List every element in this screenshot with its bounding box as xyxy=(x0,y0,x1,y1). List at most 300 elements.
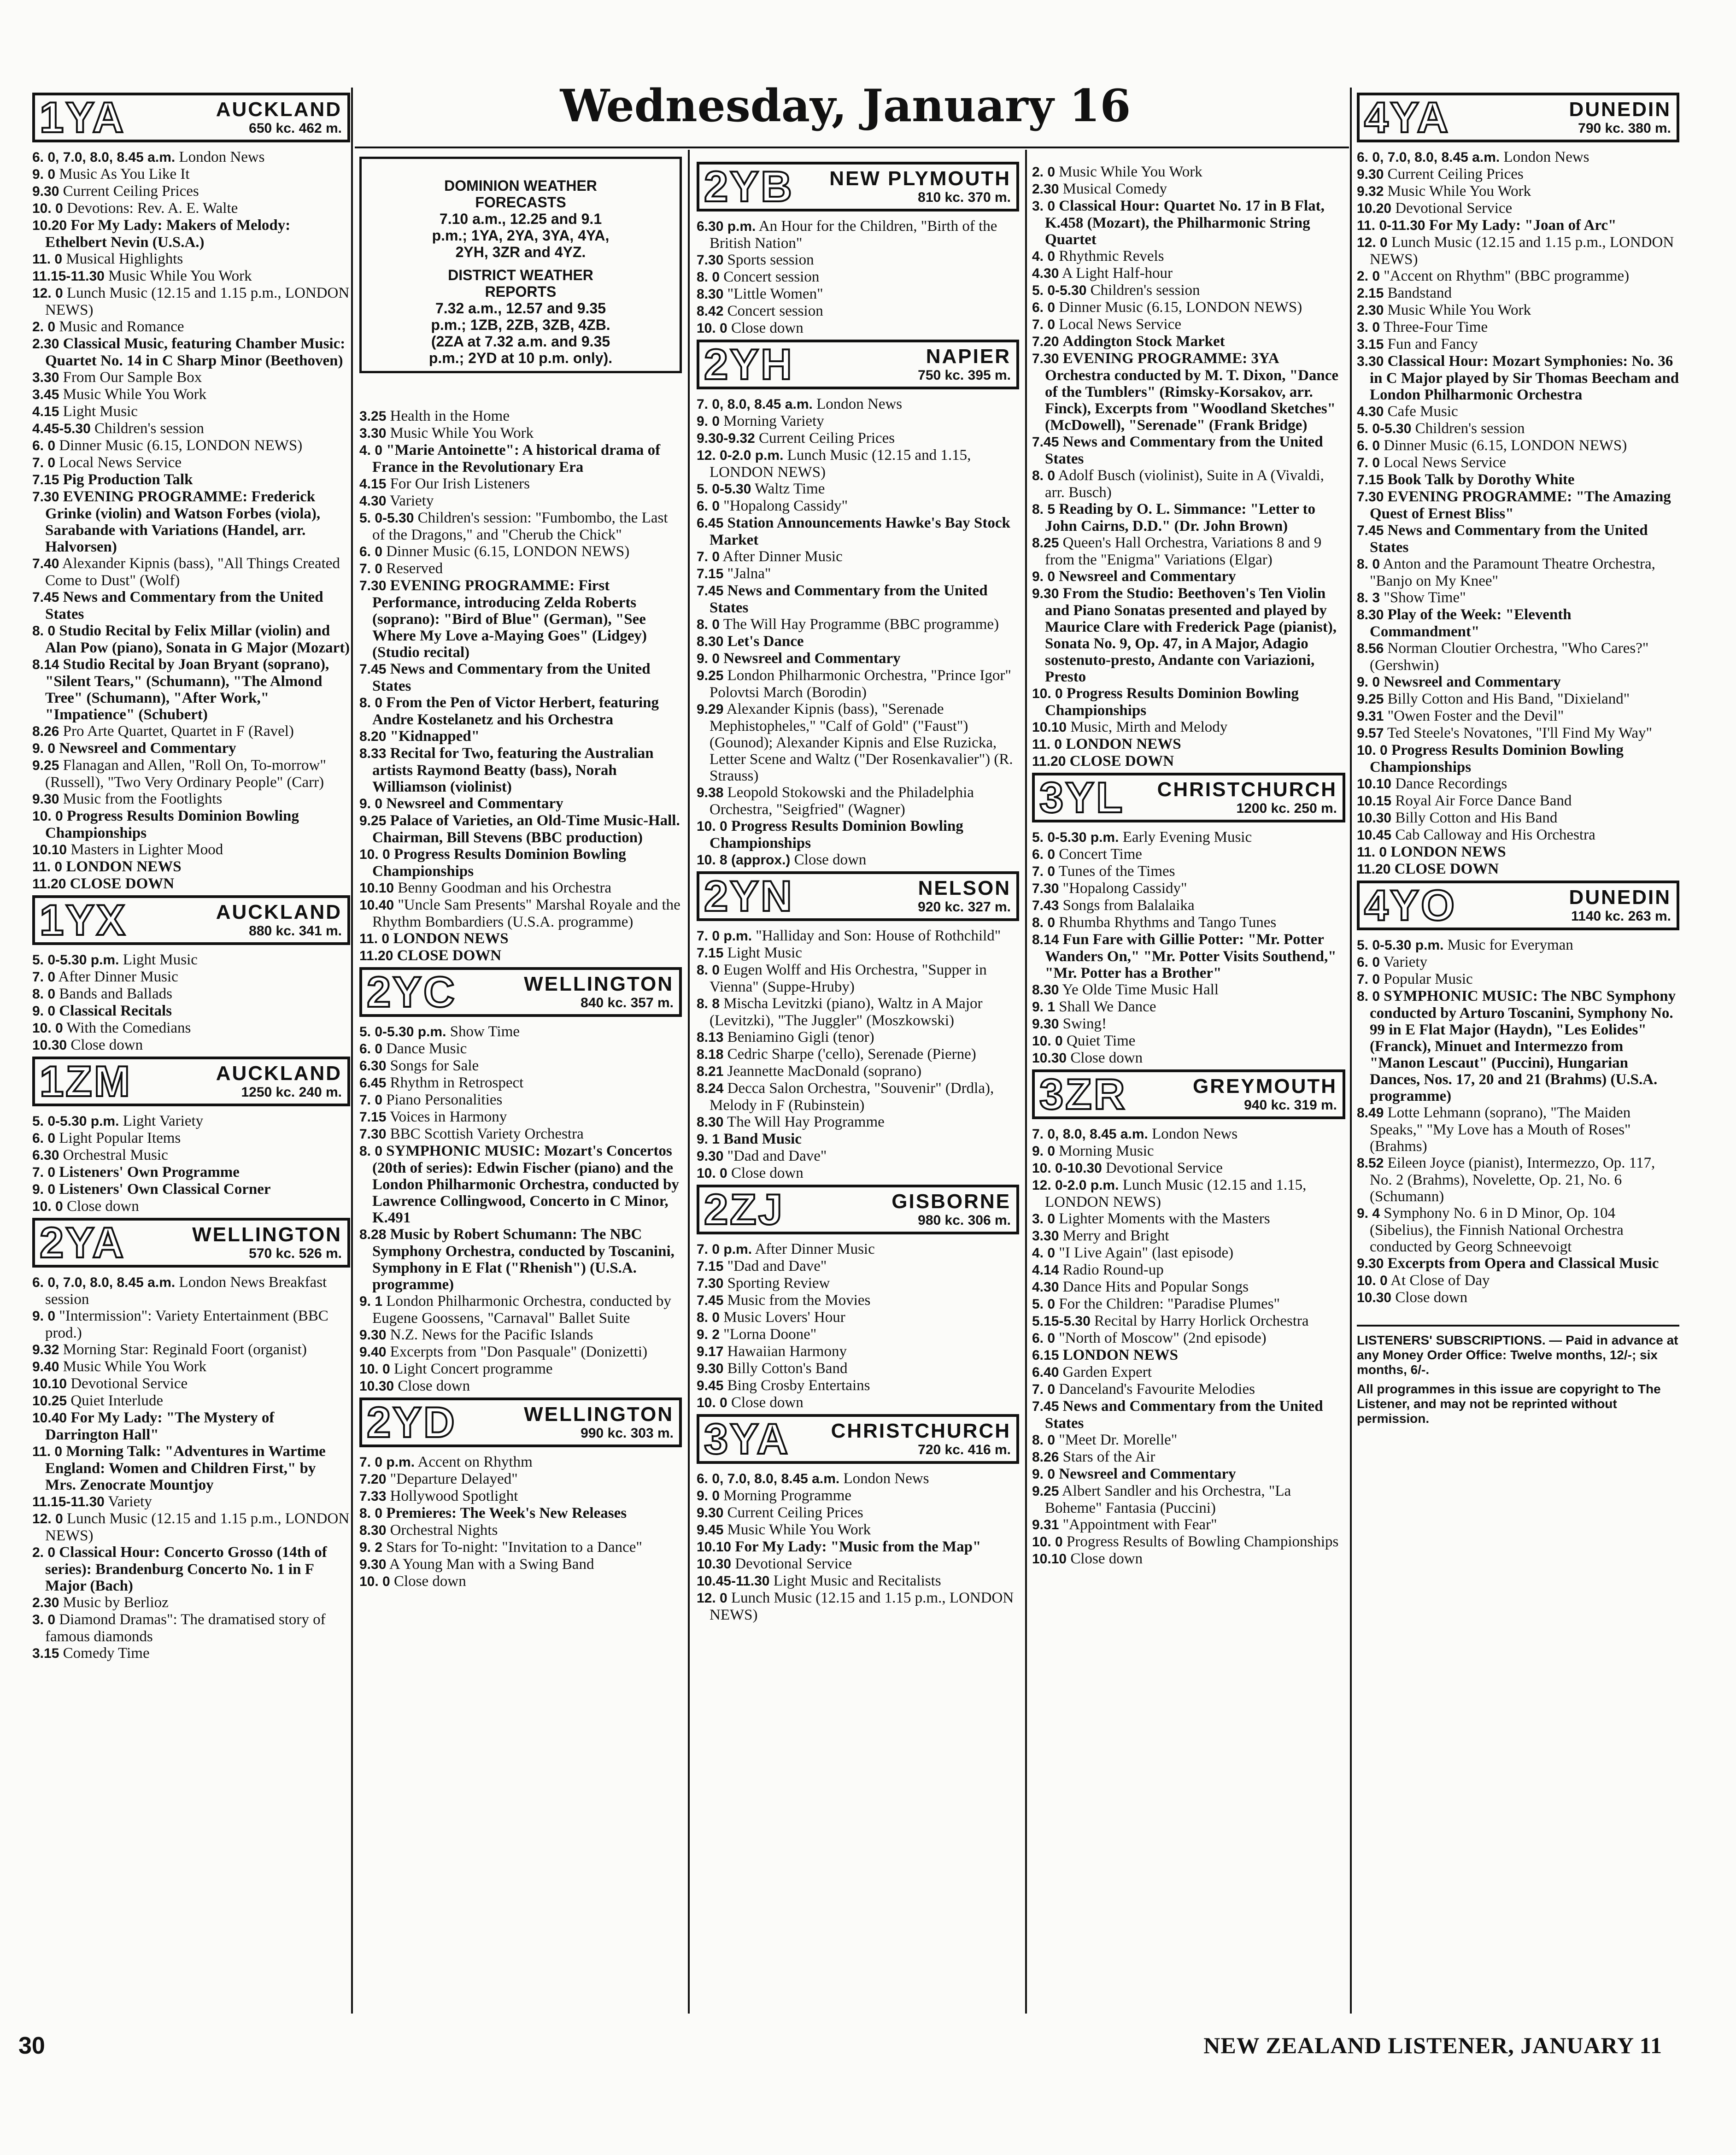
programme-item xyxy=(1032,846,1345,863)
weather-line: 2YH, 3ZR and 4YZ. xyxy=(455,244,586,260)
programme-time: 9. 0 xyxy=(697,414,720,429)
programme-time: 8.42 xyxy=(697,304,724,319)
programme-time: 6. 0 xyxy=(359,1041,383,1057)
programme-time: 10.20 xyxy=(1357,201,1392,216)
programme-time: 2. 0 xyxy=(1357,269,1380,284)
programme-item xyxy=(32,1510,350,1544)
programme-title: Lunch Music (12.15 and 1.15 p.m., LONDON NEWS) xyxy=(1370,234,1674,268)
programme-title: From the Pen of Victor Herbert, featuring Andre Kostelanetz and his Orchestra xyxy=(372,694,659,728)
programme-time: 4. 0 xyxy=(1032,1245,1056,1261)
programme-time: 8.49 xyxy=(1357,1105,1384,1121)
programme-item xyxy=(1357,200,1679,217)
programme-title: News and Commentary from the United States xyxy=(372,661,651,694)
programme-title: Lunch Music (12.15 and 1.15 p.m., LONDON NEWS) xyxy=(45,285,350,318)
programme-item xyxy=(32,622,350,656)
programme-time: 10. 0 xyxy=(1032,1534,1063,1550)
programme-title: Progress Results Dominion Bowling Championships xyxy=(1045,685,1299,719)
programme-item xyxy=(359,1075,682,1092)
station-call-sign: 3YL xyxy=(1039,773,1125,822)
programme-item xyxy=(1357,708,1679,725)
programme-title: Progress Results Dominion Bowling Championships xyxy=(1370,742,1624,775)
programme-title: EVENING PROGRAMME: First Performance, introducing Zelda Roberts (soprano): "Bird of Blue" (German), "See Where My Love a-Maying Goes" (Lidgey) (Studio recital) xyxy=(372,577,647,661)
programme-item xyxy=(1357,937,1679,954)
programme-title: Voices in Harmony xyxy=(390,1109,507,1125)
programme-time: 7. 0, 8.0, 8.45 a.m. xyxy=(1032,1127,1148,1142)
station-frequency: 940 kc. 319 m. xyxy=(1244,1098,1337,1113)
programme-title: BBC Scottish Variety Orchestra xyxy=(390,1126,584,1142)
programme-item xyxy=(359,1040,682,1057)
programme-title: From the Studio: Beethoven's Ten Violin and Piano Sonatas presented and played by Maurice Clare with Frederick Page (pianist), Sonata No. 9, Op. 47, in A Major, Adagio sostenuto-presto, Andante con Variazioni, Presto xyxy=(1045,585,1337,685)
programme-item xyxy=(359,745,682,795)
programme-item xyxy=(32,951,350,969)
programme-item xyxy=(697,616,1019,633)
programme-title: Close down xyxy=(731,320,803,336)
programme-title: LONDON NEWS xyxy=(1062,1347,1178,1363)
weather-line: p.m.; 1YA, 2YA, 3YA, 4YA, xyxy=(432,227,610,244)
programme-title: Close down xyxy=(731,1394,803,1411)
station-city: AUCKLAND xyxy=(216,901,342,923)
programme-title: Premieres: The Week's New Releases xyxy=(386,1505,627,1521)
programme-title: EVENING PROGRAMME: 3YA Orchestra conducted by M. T. Dixon, "Dance of the Tumblers" (Rimsky-Korsakov, arr. Finck), Excerpts from "Woodland Sketches" (McDowell), "Serenade" (Frank Bridge) xyxy=(1045,350,1339,434)
programme-title: Newsreel and Commentary xyxy=(1059,1466,1236,1482)
programme-item xyxy=(32,403,350,420)
programme-time: 9.30 xyxy=(1357,167,1384,182)
programme-title: Ye Olde Time Music Hall xyxy=(1062,981,1219,998)
masthead-rule xyxy=(355,147,1349,148)
programme-title: Light Variety xyxy=(123,1113,204,1129)
programme-title: Close down xyxy=(398,1378,470,1394)
programme-item xyxy=(359,543,682,560)
programme-time: 9. 0 xyxy=(32,741,56,756)
programme-item xyxy=(1032,1449,1345,1466)
programme-title: Cedric Sharpe ('cello), Serenade (Pierne) xyxy=(727,1046,976,1063)
programme-time: 8.14 xyxy=(1032,932,1059,947)
programme-item xyxy=(1357,268,1679,285)
station-s2ya xyxy=(32,1218,350,1662)
programme-item xyxy=(32,757,350,791)
programme-item xyxy=(359,1556,682,1573)
programme-title: Musical Comedy xyxy=(1062,181,1167,197)
programme-time: 10.30 xyxy=(1032,1051,1067,1066)
programme-item xyxy=(697,515,1019,548)
station-call-sign: 2YA xyxy=(40,1218,126,1267)
programme-title: Dinner Music (6.15, LONDON NEWS) xyxy=(386,543,630,560)
programme-title: Close down xyxy=(731,1165,803,1181)
programme-time: 10.20 xyxy=(32,218,67,233)
programme-time: 8. 0 xyxy=(32,623,56,639)
programme-title: Pig Production Talk xyxy=(63,471,193,488)
station-call-sign: 3ZR xyxy=(1039,1070,1127,1118)
programme-title: N.Z. News for the Pacific Islands xyxy=(390,1327,593,1343)
programme-time: 9.29 xyxy=(697,702,724,717)
programme-item xyxy=(1357,775,1679,793)
programme-time: 9.30 xyxy=(32,184,59,199)
programme-title: "North of Moscow" (2nd episode) xyxy=(1059,1330,1267,1346)
programme-item xyxy=(1032,1313,1345,1330)
programme-title: Current Ceiling Prices xyxy=(63,183,199,200)
programme-title: Shall We Dance xyxy=(1059,998,1156,1015)
programme-time: 8. 0 xyxy=(697,1310,720,1325)
programme-time: 10. 8 (approx.) xyxy=(697,852,791,868)
programme-item xyxy=(697,582,1019,616)
programme-time: 10.30 xyxy=(359,1379,394,1394)
station-call-sign: 2YC xyxy=(367,968,457,1016)
programme-time: 8.26 xyxy=(32,724,59,739)
programme-time: 6. 0 xyxy=(32,1131,56,1146)
programme-item xyxy=(359,1143,682,1226)
programme-item xyxy=(1357,971,1679,988)
programme-title: Masters in Lighter Mood xyxy=(70,841,223,858)
programme-time: 8. 0 xyxy=(359,695,383,711)
programme-title: Music for Everyman xyxy=(1447,937,1573,953)
programme-title: "Appointment with Fear" xyxy=(1062,1516,1217,1533)
programme-item xyxy=(32,791,350,808)
programme-item xyxy=(1357,742,1679,775)
programme-title: "Owen Foster and the Devil" xyxy=(1387,708,1564,724)
programme-time: 4.30 xyxy=(1357,404,1384,419)
programme-title: Children's session xyxy=(1090,282,1200,299)
programme-item xyxy=(1032,931,1345,981)
programme-item xyxy=(697,1080,1019,1114)
programme-item xyxy=(1357,149,1679,166)
programme-item xyxy=(1032,299,1345,316)
programme-title: For My Lady: "The Mystery of Darrington Hall" xyxy=(45,1409,275,1443)
programme-item xyxy=(1032,333,1345,350)
programme-title: Classical Hour: Quartet No. 17 in B Flat, K.458 (Mozart), the Philharmonic String Quartet xyxy=(1045,198,1325,248)
programme-title: Popular Music xyxy=(1384,971,1473,987)
programme-title: Close down xyxy=(66,1198,139,1215)
programme-time: 7. 0 xyxy=(1032,864,1056,879)
programme-time: 8. 0 xyxy=(1032,468,1056,483)
programme-time: 9. 1 xyxy=(359,1294,383,1309)
programme-item xyxy=(1032,316,1345,333)
station-header xyxy=(697,162,1019,211)
programme-item xyxy=(1357,556,1679,589)
station-header xyxy=(697,871,1019,921)
station-city: DUNEDIN xyxy=(1569,98,1671,121)
programme-time: 10. 0 xyxy=(1357,1273,1388,1288)
programme-item xyxy=(697,633,1019,650)
programme-time: 4.30 xyxy=(1032,266,1059,281)
programme-title: Garden Expert xyxy=(1062,1364,1152,1380)
programme-time: 3. 0 xyxy=(1032,1211,1056,1227)
programme-title: Dinner Music (6.15, LONDON NEWS) xyxy=(1059,299,1302,316)
programme-title: "Lorna Doone" xyxy=(723,1326,817,1343)
programme-title: Play of the Week: "Eleventh Commandment" xyxy=(1370,606,1572,640)
programme-title: Progress Results Dominion Bowling Championships xyxy=(710,818,963,851)
programme-title: Light Concert programme xyxy=(393,1361,553,1377)
programme-time: 6. 0 xyxy=(32,438,56,453)
programme-item xyxy=(359,1226,682,1293)
programme-title: Palace of Varieties, an Old-Time Music-Hall. Chairman, Bill Stevens (BBC production) xyxy=(372,812,680,846)
programme-item xyxy=(697,995,1019,1029)
programme-time: 9.25 xyxy=(1032,1484,1059,1499)
programme-title: Benny Goodman and his Orchestra xyxy=(398,880,612,896)
programme-item xyxy=(1032,1516,1345,1533)
programme-title: Lunch Music (12.15 and 1.15 p.m., LONDON NEWS) xyxy=(45,1510,350,1544)
programme-title: Billy Cotton and His Band xyxy=(1395,810,1558,826)
programme-title: Music by Berlioz xyxy=(63,1594,169,1611)
programme-item xyxy=(1032,198,1345,248)
programme-item xyxy=(32,1274,350,1308)
programme-title: Morning Variety xyxy=(723,413,824,429)
programme-title: With the Comedians xyxy=(66,1020,191,1036)
programme-item xyxy=(697,667,1019,701)
programme-item xyxy=(1357,183,1679,200)
programme-title: CLOSE DOWN xyxy=(1394,861,1499,877)
programme-time: 9.30 xyxy=(1032,1016,1059,1032)
programme-title: News and Commentary from the United States xyxy=(710,582,988,616)
station-location xyxy=(1461,883,1677,928)
programme-time: 8. 0 xyxy=(697,617,720,632)
programme-time: 11. 0 xyxy=(32,859,63,875)
programme-time: 7. 0 xyxy=(1357,455,1380,470)
programme-time: 2.30 xyxy=(1032,182,1059,197)
programme-time: 9.30 xyxy=(697,1505,724,1521)
station-s1zm xyxy=(32,1057,350,1215)
programme-time: 9.25 xyxy=(697,668,724,683)
programme-time: 12. 0-2.0 p.m. xyxy=(697,448,784,463)
programme-item xyxy=(359,1573,682,1590)
programme-item xyxy=(32,1392,350,1409)
programme-time: 9.30 xyxy=(1357,1256,1384,1271)
programme-time: 6.15 xyxy=(1032,1348,1059,1363)
programme-title: A Light Half-hour xyxy=(1062,265,1173,282)
programme-time: 7.20 xyxy=(359,1472,387,1487)
programme-item xyxy=(1357,1255,1679,1272)
programme-item xyxy=(697,269,1019,286)
programme-title: Music While You Work xyxy=(108,268,252,284)
programme-title: Station Announcements Hawke's Bay Stock Market xyxy=(710,515,1010,548)
programme-item xyxy=(697,1590,1019,1623)
programme-item xyxy=(1357,954,1679,971)
station-frequency: 980 kc. 306 m. xyxy=(918,1213,1011,1228)
programme-title: London News xyxy=(1503,149,1589,165)
copyright-notice: All programmes in this issue are copyright to The Listener, and may not be reprinted without permission. xyxy=(1357,1382,1661,1426)
programme-time: 9. 0 xyxy=(32,1182,56,1197)
programme-time: 11. 0 xyxy=(359,931,390,946)
programme-item xyxy=(697,1148,1019,1165)
programme-item xyxy=(32,969,350,986)
programme-title: Dance Music xyxy=(386,1040,467,1057)
programme-title: Anton and the Paramount Theatre Orchestra, "Banjo on My Knee" xyxy=(1370,556,1655,589)
programme-time: 6. 0 xyxy=(1032,1331,1056,1346)
programme-time: 7.45 xyxy=(1032,435,1059,450)
programme-item xyxy=(32,1003,350,1020)
station-s2zj xyxy=(697,1185,1019,1411)
programme-item xyxy=(1032,1177,1345,1210)
programme-time: 2. 0 xyxy=(1032,164,1056,180)
programme-item xyxy=(1357,1289,1679,1306)
programme-title: Music While You Work xyxy=(1387,302,1531,318)
programme-title: Classical Hour: Concerto Grosso (14th of series): Brandenburg Concerto No. 1 in F Major (Bach) xyxy=(45,1544,327,1594)
station-s4ya xyxy=(1357,93,1679,878)
weather-line: p.m.; 1ZB, 2ZB, 3ZB, 4ZB. xyxy=(431,317,610,333)
station-s1yx xyxy=(32,895,350,1054)
programme-title: Music from the Footlights xyxy=(63,791,223,807)
programme-item xyxy=(32,723,350,740)
programme-time: 10. 0 xyxy=(32,809,63,824)
programme-title: Excerpts from Opera and Classical Music xyxy=(1387,1255,1659,1272)
station-frequency: 570 kc. 526 m. xyxy=(249,1246,342,1261)
programme-time: 5. 0-5.30 p.m. xyxy=(1032,830,1119,845)
station-location xyxy=(798,342,1016,387)
programme-time: 8.30 xyxy=(1032,982,1059,998)
programme-title: "Kidnapped" xyxy=(390,728,480,745)
programme-time: 7. 0 xyxy=(697,549,720,564)
station-location xyxy=(798,874,1016,918)
programme-title: Reading by O. L. Simmance: "Letter to John Cairns, D.D." (Dr. John Brown) xyxy=(1045,501,1315,534)
station-location xyxy=(794,1417,1016,1461)
programme-item xyxy=(1357,471,1679,488)
programme-time: 4.45-5.30 xyxy=(32,421,91,436)
station-header xyxy=(1032,1069,1345,1119)
programme-title: After Dinner Music xyxy=(58,969,178,985)
programme-item xyxy=(32,858,350,875)
programme-title: Devotions: Rev. A. E. Walte xyxy=(66,200,238,217)
programme-time: 9.30 xyxy=(1032,586,1059,601)
programme-time: 11. 0 xyxy=(1357,845,1387,860)
programme-time: 5. 0-5.30 p.m. xyxy=(32,1114,119,1129)
programme-title: Excerpts from "Don Pasquale" (Donizetti) xyxy=(390,1344,648,1360)
station-call-sign: 3YA xyxy=(704,1415,790,1463)
programme-time: 3.25 xyxy=(359,409,387,424)
programme-item xyxy=(1032,534,1345,568)
station-city: NELSON xyxy=(918,877,1011,899)
programme-item xyxy=(697,320,1019,337)
programme-item xyxy=(697,1343,1019,1360)
programme-title: Devotional Service xyxy=(1395,200,1513,217)
programme-time: 7.30 xyxy=(1032,881,1059,896)
programme-time: 8.28 xyxy=(359,1227,387,1242)
programme-item xyxy=(359,1126,682,1143)
programme-time: 10.30 xyxy=(1357,810,1392,826)
programme-item xyxy=(1032,829,1345,846)
station-city: NAPIER xyxy=(926,345,1011,368)
programme-item xyxy=(1032,1483,1345,1516)
page-title: Wednesday, January 16 xyxy=(560,80,1131,132)
programme-item xyxy=(1032,1381,1345,1398)
programme-title: Light Music xyxy=(63,403,138,420)
programme-item xyxy=(1032,1432,1345,1449)
programme-title: "Intermission": Variety Entertainment (BBC prod.) xyxy=(45,1308,328,1341)
programme-time: 8. 0 xyxy=(1032,915,1056,930)
programme-title: Adolf Busch (violinist), Suite in A (Vivaldi, arr. Busch) xyxy=(1045,467,1324,501)
programme-time: 7.45 xyxy=(32,590,59,605)
programme-item xyxy=(697,1504,1019,1521)
programme-item xyxy=(1032,863,1345,880)
programme-title: Listeners' Own Programme xyxy=(59,1164,240,1180)
programme-title: SYMPHONIC MUSIC: The NBC Symphony conducted by Arturo Toscanini, Symphony No. 99 in E Flat Major (Haydn), "Les Eolides" (Franck), Minuet and Intermezzo from "Manon Lescaut" (Puccini), Hungarian Dances, Nos. 17, 20 and 21 (Brahms) (U.S.A. programme) xyxy=(1370,988,1676,1104)
programme-time: 10. 0 xyxy=(1357,743,1388,758)
programme-item xyxy=(1032,1398,1345,1432)
programme-title: Quiet Time xyxy=(1066,1033,1136,1049)
programme-title: Current Ceiling Prices xyxy=(1387,166,1524,182)
programme-item xyxy=(1032,501,1345,534)
programme-title: Children's session xyxy=(94,420,204,437)
station-location xyxy=(798,164,1016,209)
programme-title: Music Lovers' Hour xyxy=(723,1309,845,1326)
programme-title: Quiet Interlude xyxy=(70,1392,164,1409)
programme-title: Close down xyxy=(1395,1289,1468,1306)
programme-title: News and Commentary from the United States xyxy=(45,589,323,622)
programme-title: Sporting Review xyxy=(727,1275,830,1292)
programme-time: 9. 0 xyxy=(32,167,56,182)
programme-time: 10.10 xyxy=(1357,776,1392,792)
programme-title: LONDON NEWS xyxy=(1066,736,1181,752)
programme-item xyxy=(697,286,1019,303)
column-1 xyxy=(32,90,350,1662)
programme-title: Light Popular Items xyxy=(59,1130,181,1146)
programme-item xyxy=(1032,719,1345,736)
programme-item xyxy=(32,1493,350,1510)
programme-title: "Dad and Dave" xyxy=(727,1258,827,1274)
station-location xyxy=(130,95,347,140)
programme-title: Danceland's Favourite Melodies xyxy=(1059,1381,1255,1398)
programme-item xyxy=(697,1063,1019,1080)
programme-item xyxy=(697,252,1019,269)
programme-time: 5. 0-5.30 xyxy=(1357,421,1412,436)
station-s2yb xyxy=(697,162,1019,337)
programme-time: 10.30 xyxy=(1357,1290,1392,1305)
programme-time: 10.10 xyxy=(359,881,394,896)
programme-time: 8.18 xyxy=(697,1047,724,1062)
programme-item xyxy=(1032,1262,1345,1279)
programme-title: Albert Sandler and his Orchestra, "La Boheme" Fantasia (Puccini) xyxy=(1045,1483,1291,1516)
programme-title: Fun and Fancy xyxy=(1387,336,1478,352)
programme-title: Concert session xyxy=(723,269,820,285)
programme-item xyxy=(697,818,1019,851)
programme-time: 10. 0 xyxy=(697,1395,727,1410)
programme-time: 11.15-11.30 xyxy=(32,1494,105,1509)
programme-time: 10. 0 xyxy=(359,847,390,862)
programme-item xyxy=(1357,725,1679,742)
programme-item xyxy=(32,149,350,166)
station-header xyxy=(1032,773,1345,822)
programme-item xyxy=(1032,1296,1345,1313)
programme-title: Show Time xyxy=(450,1023,520,1040)
programme-time: 7. 0 xyxy=(1357,972,1380,987)
programme-time: 4.14 xyxy=(1032,1262,1059,1278)
programme-time: 8.21 xyxy=(697,1064,724,1079)
programme-title: Close down xyxy=(794,851,867,868)
programme-item xyxy=(697,1258,1019,1275)
programme-title: After Dinner Music xyxy=(755,1241,875,1257)
programme-title: Recital for Two, featuring the Australian artists Raymond Beatty (bass), Norah Williamson (violinist) xyxy=(372,745,654,795)
programme-item xyxy=(32,1443,350,1493)
programme-item xyxy=(32,1147,350,1164)
programme-item xyxy=(697,962,1019,995)
programme-item xyxy=(1357,844,1679,861)
programme-title: Light Music and Recitalists xyxy=(773,1573,941,1589)
station-city: WELLINGTON xyxy=(524,973,674,995)
programme-title: For Our Irish Listeners xyxy=(390,476,530,492)
programme-time: 9.17 xyxy=(697,1344,724,1359)
programme-item xyxy=(1357,437,1679,454)
programme-item xyxy=(1032,1347,1345,1364)
programme-time: 8.20 xyxy=(359,729,387,744)
programme-time: 10. 0 xyxy=(1032,1033,1063,1049)
programme-item xyxy=(359,1454,682,1471)
programme-time: 7. 0 xyxy=(1032,1382,1056,1397)
station-s3ya xyxy=(697,1414,1019,1623)
programme-time: 3. 0 xyxy=(32,1612,56,1627)
programme-title: Classical Hour: Mozart Symphonies: No. 36 in C Major played by Sir Thomas Beecham and London Philharmonic Orchestra xyxy=(1370,353,1679,403)
station-call-sign: 2YB xyxy=(704,162,794,211)
station-s2yn xyxy=(697,871,1019,1182)
programme-time: 9. 1 xyxy=(697,1132,720,1147)
programme-item xyxy=(697,1241,1019,1258)
